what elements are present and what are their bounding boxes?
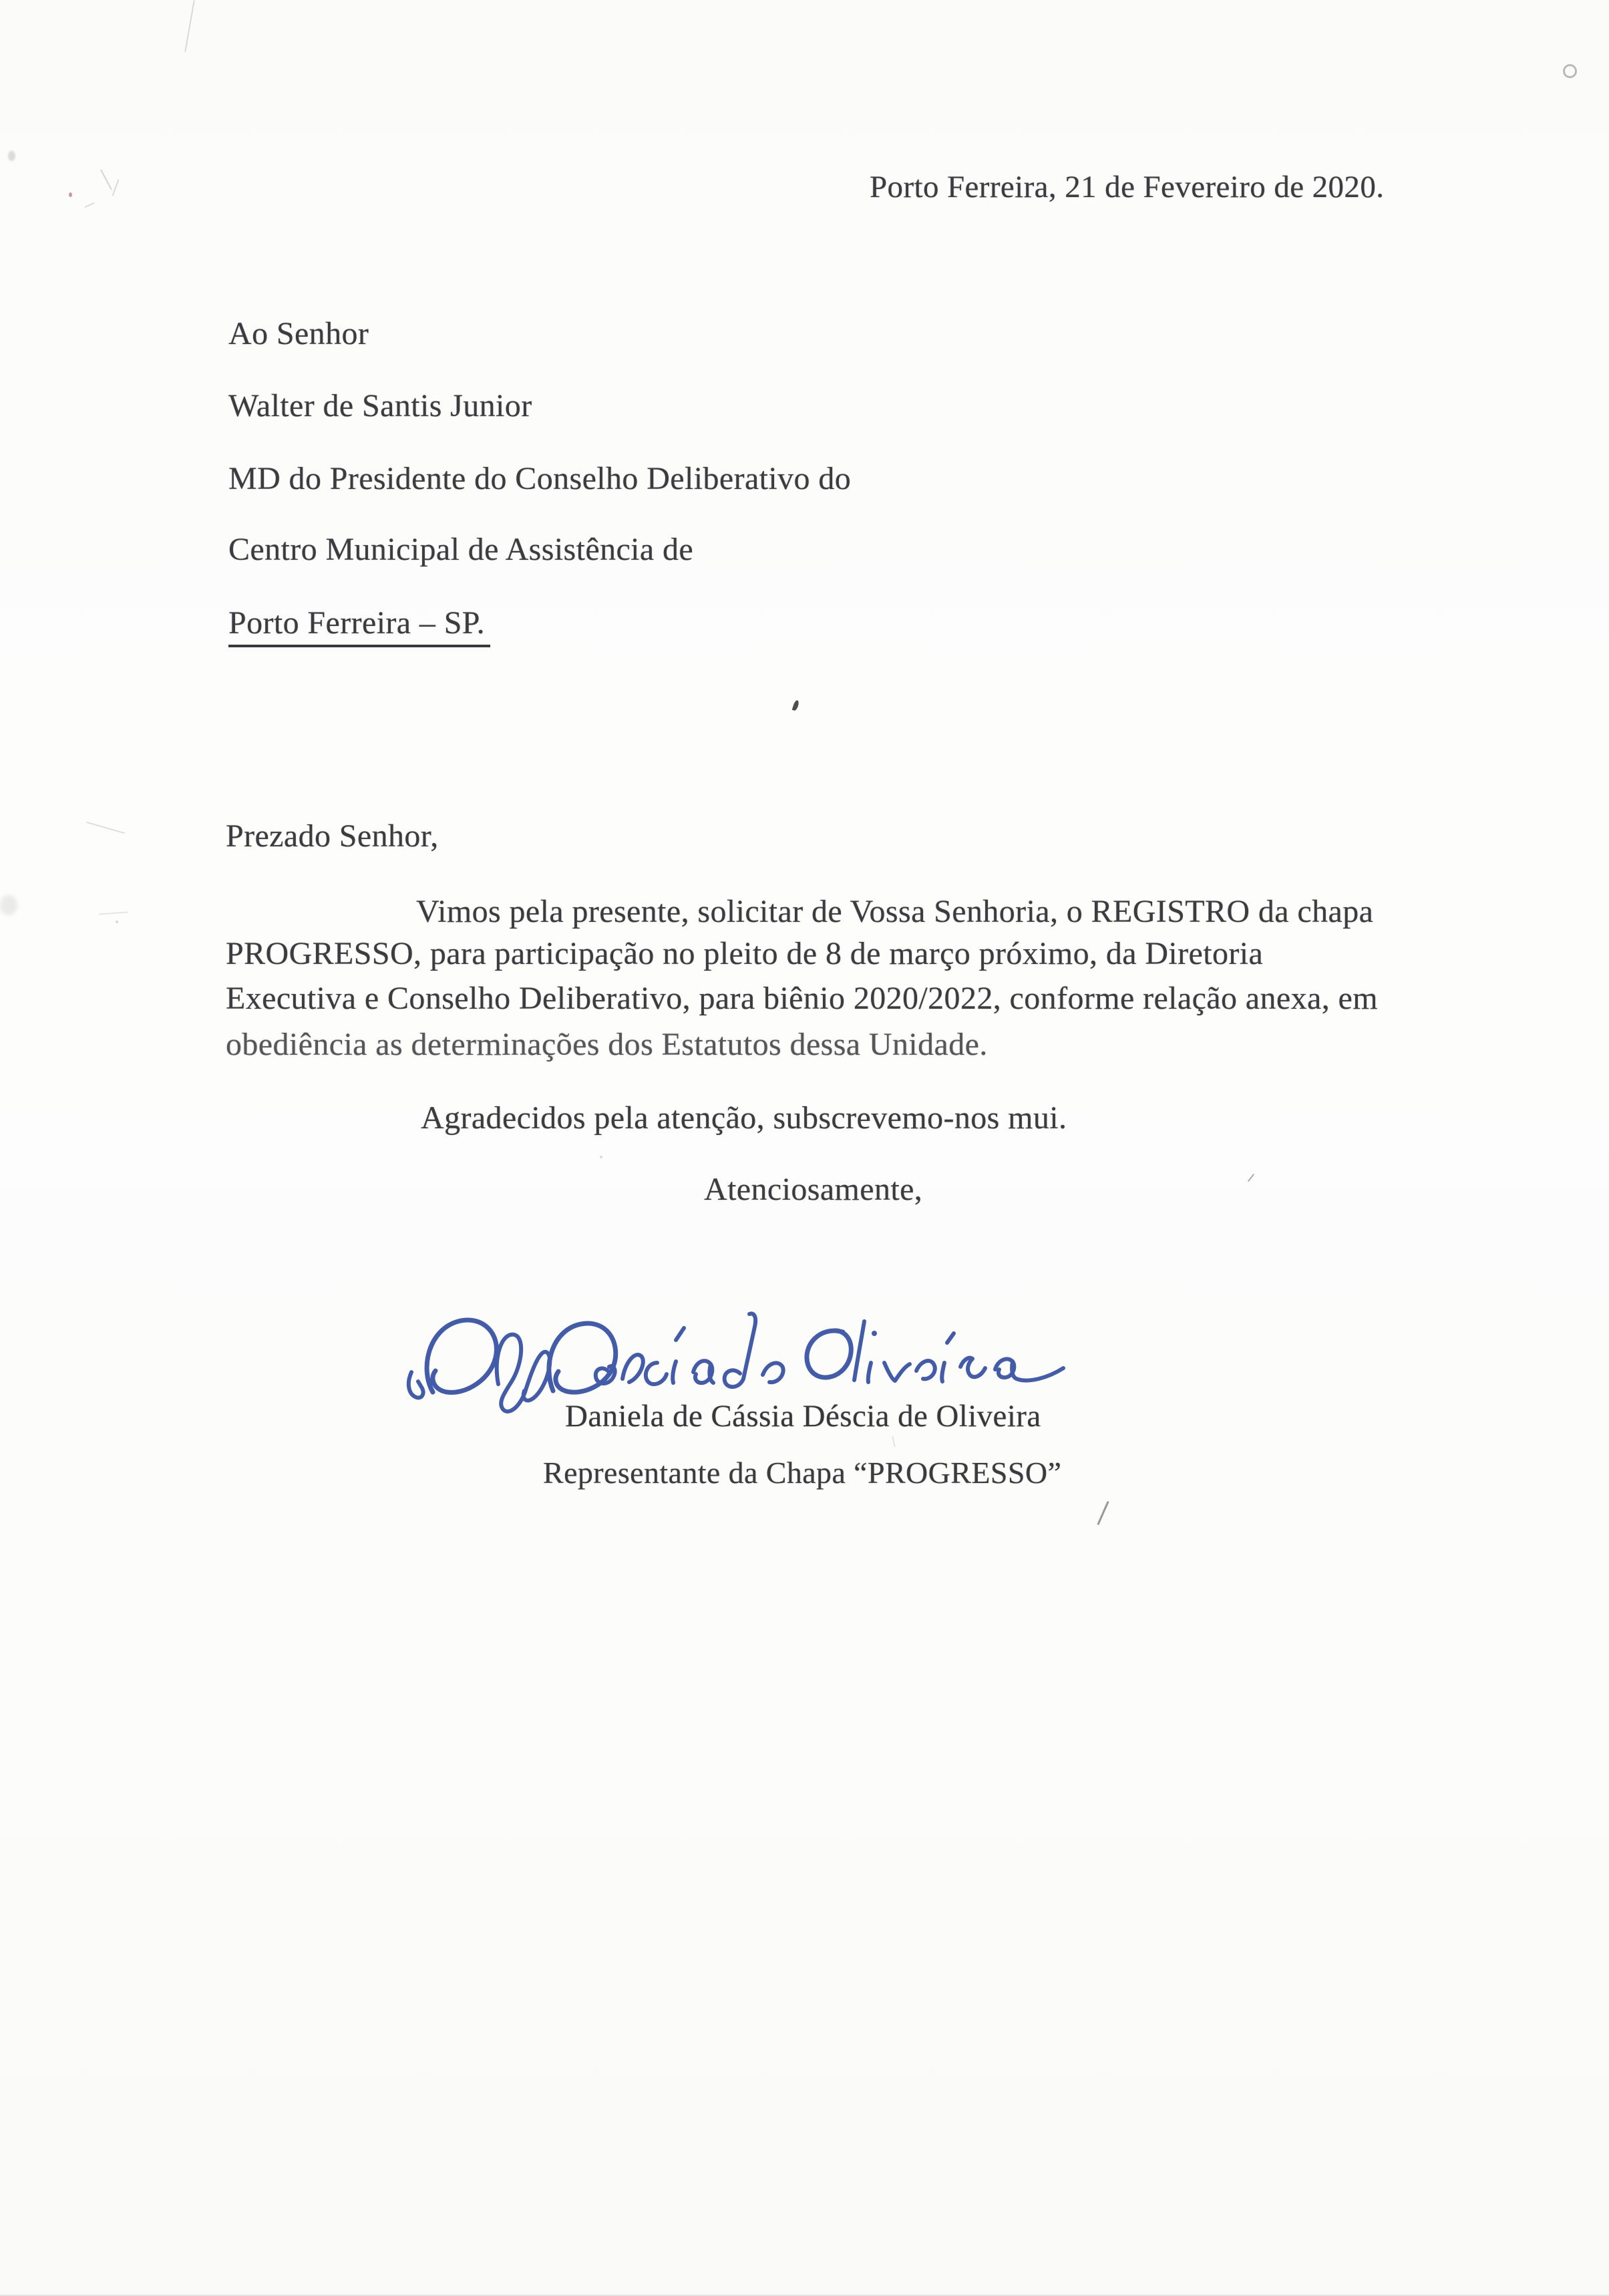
paragraph-line: obediência as determinações dos Estatutos dessa Unidade. (226, 1027, 988, 1062)
scan-artifact-speck (600, 1156, 602, 1158)
scan-artifact-hairline (184, 0, 195, 51)
scan-artifact-ring (1563, 64, 1577, 78)
recipient-line: Walter de Santis Junior (228, 388, 532, 424)
scan-artifact-pencil-squiggle (100, 170, 112, 190)
thanks-line: Agradecidos pela atenção, subscrevemo-nos mui. (421, 1100, 1067, 1136)
paragraph-line: PROGRESSO, para participação no pleito de 8 de março próximo, da Diretoria (226, 936, 1264, 971)
recipient-line: Ao Senhor (228, 316, 369, 351)
scan-artifact-smudge (0, 895, 17, 915)
recipient-line-city: Porto Ferreira – SP. (228, 607, 490, 647)
scan-artifact-dash (84, 202, 94, 208)
scan-artifact-red-speck (69, 192, 72, 197)
signer-name: Daniela de Cássia Déscia de Oliveira (565, 1399, 1041, 1434)
recipient-line: Centro Municipal de Assistência de (228, 532, 694, 567)
scan-artifact-speck (116, 921, 118, 923)
scan-artifact-slash (1097, 1501, 1109, 1525)
scan-artifact-margin-curve (86, 822, 125, 834)
scan-artifact-comma (792, 699, 800, 711)
recipient-line: MD do Presidente do Conselho Deliberativo do (228, 461, 852, 496)
paragraph-line: Executiva e Conselho Deliberativo, para biênio 2020/2022, conforme relação anexa, em (226, 981, 1378, 1016)
scan-artifact-blob (8, 151, 15, 161)
date-line: Porto Ferreira, 21 de Fevereiro de 2020. (870, 170, 1385, 204)
closing-line: Atenciosamente, (704, 1172, 923, 1207)
scan-artifact-pencil-squiggle (112, 179, 120, 196)
paragraph-line: Vimos pela presente, solicitar de Vossa Senhoria, o REGISTRO da chapa (416, 894, 1374, 929)
signer-role: Representante da Chapa “PROGRESSO” (543, 1456, 1062, 1490)
scan-artifact-margin-dash (99, 911, 128, 915)
scan-artifact-tick (1248, 1174, 1254, 1182)
salutation: Prezado Senhor, (226, 818, 439, 854)
